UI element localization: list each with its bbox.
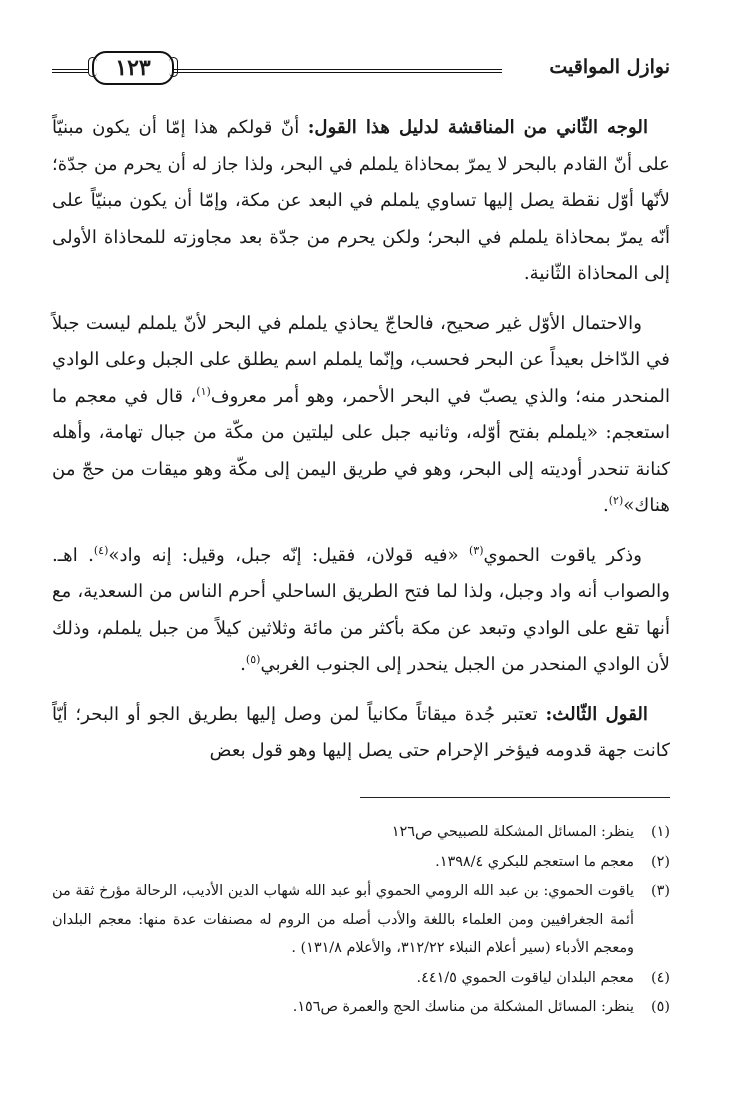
- paragraph-4: [52, 697, 670, 770]
- footnote-text: ينظر: المسائل المشكلة من مناسك الحج والعمرة ص١٥٦.: [292, 999, 634, 1015]
- paragraph-1: [52, 110, 670, 293]
- paragraph-text: . اهـ. والصواب أنه واد وجبل، ولذا لما فتح الطريق الساحلي أحرم الناس من السعدية، مع أنها تقع على الوادي وتبعد عن مكة بأكثر من مائة وثلاثين كيلاً من جبل يلملم، وذلك لأن الوادي المنحدر من الجبل ينحدر إلى الجنوب الغربي: [52, 544, 670, 675]
- paragraph-text: «فيه قولان، فقيل: إنّه جبل، وقيل: إنه واد»: [108, 544, 469, 566]
- header-rule: [172, 69, 502, 73]
- footnote-number: (٥): [651, 999, 670, 1015]
- footnote-text: ينظر: المسائل المشكلة للصبيحي ص١٢٦: [391, 824, 634, 840]
- footnote-ref[interactable]: (٤): [93, 543, 109, 557]
- page-number: ١٢٣: [92, 51, 174, 85]
- footnote-ref[interactable]: (٣): [468, 543, 484, 557]
- footnote-number: (٣): [651, 883, 670, 899]
- paragraph-text: وذكر ياقوت الحموي: [483, 544, 642, 566]
- footnote-separator: [360, 797, 670, 798]
- footnote-ref[interactable]: (٢): [608, 493, 624, 507]
- paragraph-lead: الوجه الثّاني من المناقشة لدليل هذا القول:: [307, 117, 649, 138]
- paragraph-lead: القول الثّالث:: [545, 703, 648, 725]
- footnote-3: [52, 877, 670, 963]
- footnote-number: (٢): [651, 853, 670, 870]
- running-title: نوازل المواقيت: [549, 56, 670, 78]
- paragraph-text: تعتبر جُدة ميقاتاً مكانياً لمن وصل إليها بطريق الجو أو البحر؛ أيّاً كانت جهة قدومه فيؤخر الإحرام حتى يصل إليها وهو قول بعض: [52, 703, 670, 761]
- paragraph-text: أنّ قولكم هذا إمّا أن يكون مبنيّاً على أنّ القادم بالبحر لا يمرّ بمحاذاة يلملم في البحر، ولذا جاز له أن يحرم من جدّة؛ لأنّها أوّل نقطة يصل إليها تساوي يلملم في البعد عن مكة، وإمّا أن يكون مبنيّاً على أنّه يمرّ بمحاذاة يلملم في البحر؛ ولكن يحرم من جدّة بعد مجاوزته للمحاذاة الأولى إلى المحاذاة الثّانية.: [52, 117, 670, 284]
- paragraph-2: [52, 306, 670, 525]
- footnote-number: (١): [651, 824, 670, 840]
- footnote-ref[interactable]: (١): [196, 384, 211, 398]
- paragraph-text: والاحتمال الأوّل غير صحيح، فالحاجّ يحاذي يلملم في البحر لأنّ يلملم ليست جبلاً في الدّاخل بعيداً عن البحر فحسب، وإنّما يلملم اسم يطلق على الجبل وعلى الوادي المنحدر منه؛ والذي يصبّ في البحر الأحمر، وهو أمر معروف: [52, 312, 670, 407]
- footnote-5: [52, 993, 670, 1022]
- footnote-number: (٤): [651, 969, 670, 986]
- footnote-ref[interactable]: (٥): [245, 652, 261, 666]
- footnote-2: [52, 848, 670, 877]
- paragraph-3: [52, 538, 670, 684]
- paragraph-text: .: [602, 495, 609, 516]
- footnote-1: [52, 818, 670, 847]
- paragraph-text: ، قال في معجم ما استعجم: «يلملم بفتح أوّله، وثانيه جبل على ليلتين من مكّة من جبال تهامة، وأهله كنانة تنحدر أوديته إلى البحر، وهو في طريق اليمن إلى مكّة وهو ميقات من حجّ من هناك»: [52, 385, 670, 516]
- footnotes: [52, 818, 670, 1023]
- footnote-text: معجم ما استعجم للبكري ١٣٩٨/٤.: [435, 853, 634, 870]
- footnote-text: ياقوت الحموي: بن عبد الله الرومي الحموي أبو عبد الله شهاب الدين الأديب، الرحالة مؤرخ ثقة من أئمة الجغرافيين ومن العلماء باللغة والأدب أصله من الروم له مصنفات عدة منها: معجم البلدان ومعجم الأدباء (سير أعلام النبلاء ٣١٢/٢٢، والأعلام ١٣١/٨) .: [52, 883, 634, 956]
- running-header: [52, 48, 670, 88]
- footnote-text: معجم البلدان لياقوت الحموي ٤٤١/٥.: [416, 969, 634, 986]
- main-text: [52, 110, 670, 783]
- header-rule-left: [52, 69, 88, 73]
- paragraph-text: .: [240, 654, 246, 675]
- footnote-4: [52, 964, 670, 993]
